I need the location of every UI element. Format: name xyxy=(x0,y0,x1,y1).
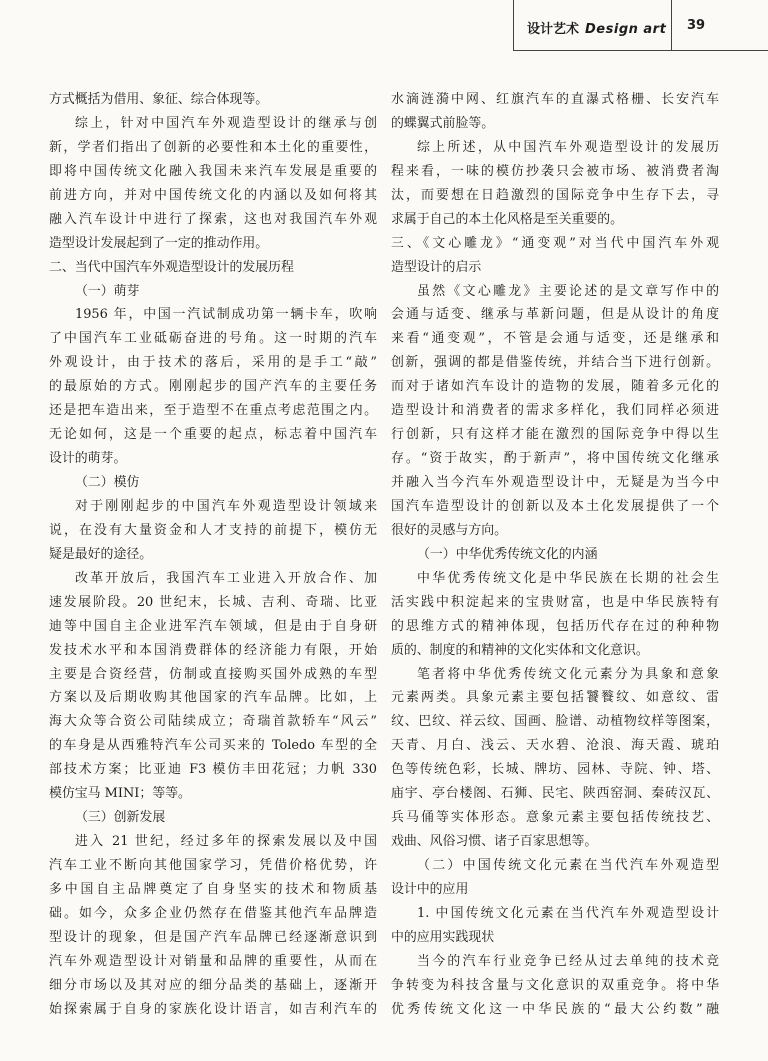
text-line: 兵马俑等实体形态。意象元素主要包括传统技艺、 xyxy=(391,810,719,826)
text-line: 方式概括为借用、象征、综合体现等。 xyxy=(49,92,269,107)
text-line: 新，学者们指出了创新的必要性和本土化的重要性， xyxy=(49,139,377,155)
text-line: 求属于自己的本土化风格是至关重要的。 xyxy=(391,211,624,227)
text-line: 争转变为科技含量与文化意识的双重竞争。将中华 xyxy=(391,977,719,993)
right-text-column xyxy=(391,88,719,1022)
text-line: 三、《文心雕龙》“通变观”对当代中国汽车外观 xyxy=(391,235,719,251)
text-line: 戏曲、风俗习惯、诸子百家思想等。 xyxy=(391,834,598,850)
text-line: 进入 21 世纪，经过多年的探索发展以及中国 xyxy=(75,834,377,850)
text-line: 海大众等合资公司陆续成立；奇瑞首款轿车“风云” xyxy=(49,714,377,730)
text-line: 发技术水平和本国消费群体的经济能力有限，开始 xyxy=(49,642,377,658)
text-line: 改革开放后，我国汽车工业进入开放合作、加 xyxy=(75,570,377,586)
text-line: 二、当代中国汽车外观造型设计的发展历程 xyxy=(49,259,294,275)
text-line: 造型设计的启示 xyxy=(391,259,482,275)
text-line: 融入汽车设计中进行了探索，这也对我国汽车外观 xyxy=(49,211,377,227)
text-line: 细分市场以及其对应的细分品类的基础上，逐渐开 xyxy=(49,977,377,993)
text-line: 综上，针对中国汽车外观造型设计的继承与创 xyxy=(75,115,377,131)
text-line: 来看“通变观”，不管是会通与适变，还是继承和 xyxy=(391,331,719,347)
text-line: 天青、月白、浅云、天水碧、沧浪、海天霞、琥珀 xyxy=(391,738,719,754)
text-line: 部技术方案；比亚迪 F3 模仿丰田花冠；力帆 330 xyxy=(49,762,377,778)
text-line: 前进方向，并对中国传统文化的内涵以及如何将其 xyxy=(49,187,377,203)
text-line: 说，在没有大量资金和人才支持的前提下，模仿无 xyxy=(49,522,377,538)
left-text-column xyxy=(49,88,377,1022)
text-line: 即将中国传统文化融入我国未来汽车发展是重要的 xyxy=(49,163,377,179)
text-line: 的思维方式的精神体现，包括历代存在过的种种物 xyxy=(391,618,719,634)
journal-title-cn: 设计艺术 xyxy=(527,22,580,37)
text-line: 行创新，只有这样才能在激烈的国际竞争中得以生 xyxy=(391,427,719,443)
text-line: 庙宇、亭台楼阁、石狮、民宅、陕西窑洞、秦砖汉瓦、 xyxy=(391,786,719,802)
text-line: 的蝶翼式前脸等。 xyxy=(391,115,495,131)
text-line: 优秀传统文化这一中华民族的“最大公约数”融 xyxy=(391,1001,719,1017)
text-line: 无论如何，这是一个重要的起点，标志着中国汽车 xyxy=(49,427,377,443)
text-line: 综上所述，从中国汽车外观造型设计的发展历 xyxy=(417,139,719,155)
text-line: 程来看，一味的模仿抄袭只会被市场、被消费者淘 xyxy=(391,163,719,179)
text-line: 的车身是从西雅特汽车公司买来的 Toledo 车型的全 xyxy=(49,738,377,754)
text-line: 造型设计和消费者的需求多样化，我们同样必须进 xyxy=(391,403,719,419)
text-line: 而对于诸如汽车设计的造物的发展，随着多元化的 xyxy=(391,379,719,395)
text-line: （三）创新发展 xyxy=(75,810,166,826)
text-line: 纹、巴纹、祥云纹、国画、脸谱、动植物纹样等图案， xyxy=(391,714,719,730)
text-line: 迪等中国自主企业进军汽车领域，但是由于自身研 xyxy=(49,618,377,634)
text-line: 汽车外观造型设计对销量和品牌的重要性，从而在 xyxy=(49,953,377,969)
text-line: 型设计的现象，但是国产汽车品牌已经逐渐意识到 xyxy=(49,929,377,945)
text-line: 会通与适变、继承与革新问题，但是从设计的角度 xyxy=(391,307,719,323)
text-line: 创新，强调的都是借鉴传统，并结合当下进行创新。 xyxy=(391,355,719,371)
text-line: 色等传统色彩，长城、牌坊、园林、寺院、钟、塔、 xyxy=(391,762,719,778)
text-line: 中的应用实践现状 xyxy=(391,929,495,945)
text-line: 速发展阶段。20 世纪末，长城、吉利、奇瑞、比亚 xyxy=(49,594,377,610)
text-line: 质的、制度的和精神的文化实体和文化意识。 xyxy=(391,642,649,658)
text-line: 设计的萌芽。 xyxy=(49,451,127,467)
text-line: （一）中华优秀传统文化的内涵 xyxy=(417,546,598,562)
text-line: 中华优秀传统文化是中华民族在长期的社会生 xyxy=(417,570,719,586)
text-line: 了中国汽车工业砥砺奋进的号角。这一时期的汽车 xyxy=(49,331,377,347)
journal-title-en: Design art xyxy=(585,22,667,37)
header-divider xyxy=(671,0,672,50)
text-line: 模仿宝马 MINI；等等。 xyxy=(49,786,191,802)
journal-title xyxy=(527,18,666,37)
text-line: 元素两类。具象元素主要包括饕餮纹、如意纹、雷 xyxy=(391,690,719,706)
text-line: 虽然《文心雕龙》主要论述的是文章写作中的 xyxy=(417,283,719,299)
text-line: （一）萌芽 xyxy=(75,283,140,299)
text-line: （二）模仿 xyxy=(75,475,140,490)
text-line: 1. 中国传统文化元素在当代汽车外观造型设计 xyxy=(417,905,719,921)
text-line: 并融入当今汽车外观造型设计中，无疑是为当今中 xyxy=(391,475,719,490)
text-line: 外观设计，由于技术的落后，采用的是手工“敲” xyxy=(49,355,377,371)
text-line: 国汽车造型设计的创新以及本土化发展提供了一个 xyxy=(391,498,719,514)
header-divider xyxy=(513,0,514,50)
text-line: 多中国自主品牌奠定了自身坚实的技术和物质基 xyxy=(49,881,377,897)
text-line: 对于刚刚起步的中国汽车外观造型设计领域来 xyxy=(75,498,377,514)
text-line: 还是把车造出来，至于造型不在重点考虑范围之内。 xyxy=(49,403,377,419)
text-line: 活实践中积淀起来的宝贵财富，也是中华民族特有 xyxy=(391,594,719,610)
text-line: 1956 年，中国一汽试制成功第一辆卡车，吹响 xyxy=(75,307,377,323)
text-line: 设计中的应用 xyxy=(391,881,469,897)
page-number: 39 xyxy=(687,18,706,33)
text-line: 始探索属于自身的家族化设计语言，如吉利汽车的 xyxy=(49,1001,377,1017)
text-line: 造型设计发展起到了一定的推动作用。 xyxy=(49,235,269,251)
text-line: 笔者将中华优秀传统文化元素分为具象和意象 xyxy=(417,666,719,682)
text-line: 存。“资于故实，酌于新声”，将中国传统文化继承 xyxy=(391,451,719,467)
running-header xyxy=(513,0,768,51)
text-line: 水滴涟漪中网、红旗汽车的直瀑式格栅、长安汽车 xyxy=(391,92,719,107)
text-line: （二）中国传统文化元素在当代汽车外观造型 xyxy=(417,858,719,873)
text-line: 础。如今，众多企业仍然存在借鉴其他汽车品牌造 xyxy=(49,905,377,921)
text-line: 很好的灵感与方向。 xyxy=(391,522,508,538)
text-line: 汰，而要想在日趋激烈的国际竞争中生存下去，寻 xyxy=(391,187,719,203)
text-line: 的最原始的方式。刚刚起步的国产汽车的主要任务 xyxy=(49,379,377,395)
text-line: 方案以及后期收购其他国家的汽车品牌。比如，上 xyxy=(49,690,377,706)
text-line: 疑是最好的途径。 xyxy=(49,546,153,562)
text-line: 主要是合资经营，仿制或直接购买国外成熟的车型 xyxy=(49,666,377,682)
text-line: 当今的汽车行业竞争已经从过去单纯的技术竞 xyxy=(417,953,719,969)
text-line: 汽车工业不断向其他国家学习，凭借价格优势，许 xyxy=(49,858,377,873)
